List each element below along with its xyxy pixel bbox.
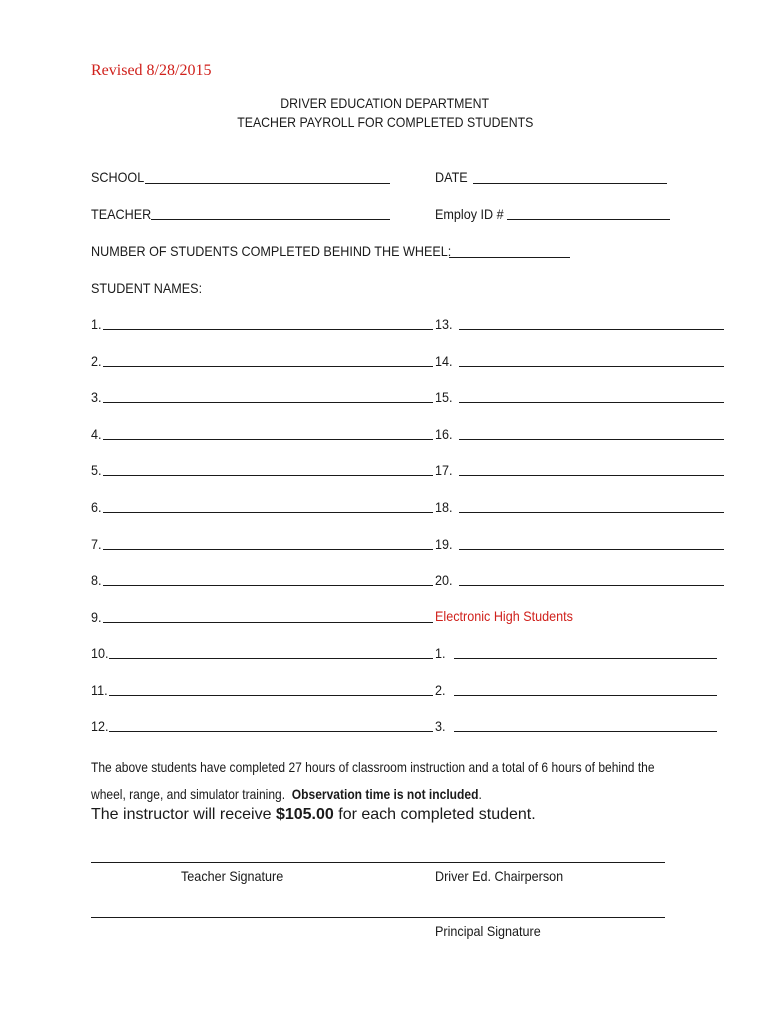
student-number: [91, 536, 103, 552]
department-title: [0, 95, 770, 111]
student-number: [91, 462, 103, 478]
student-number-text: 16.: [435, 426, 453, 442]
principal-signature-label: [435, 923, 553, 939]
student-name-field[interactable]: [109, 695, 433, 696]
student-number: [435, 389, 454, 405]
student-number-text: 11.: [91, 682, 108, 698]
date-label: [435, 169, 471, 185]
student-number-text: 15.: [435, 389, 453, 405]
statement-line-2-pre: wheel, range, and simulator training.: [91, 786, 292, 802]
student-number-text: 2.: [91, 353, 102, 369]
student-name-field[interactable]: [103, 402, 433, 403]
student-number: [91, 426, 103, 442]
statement-line-1-text: The above students have completed 27 hours of classroom instruction and a total of 6 hours of behind the: [91, 759, 655, 775]
student-number: [435, 353, 454, 369]
teacher-chair-signature-line[interactable]: [91, 862, 665, 863]
teacher-label-text: TEACHER: [91, 206, 152, 222]
department-title-text: DRIVER EDUCATION DEPARTMENT: [280, 95, 490, 111]
electronic-student-name-field[interactable]: [454, 658, 717, 659]
electronic-high-heading-text: Electronic High Students: [435, 608, 573, 624]
principal-signature-line[interactable]: [91, 917, 665, 918]
statement-line-2-post: .: [478, 786, 482, 802]
student-number: [435, 462, 454, 478]
electronic-student-name-field[interactable]: [454, 731, 717, 732]
student-number-text: 3.: [91, 389, 102, 405]
num-students-label: [91, 243, 491, 259]
statement-line-2-text: [91, 786, 482, 802]
student-number: [435, 572, 454, 588]
student-number: [91, 389, 103, 405]
student-names-label: [91, 280, 214, 296]
employ-id-label-text: Employ ID #: [435, 206, 504, 222]
student-number-text: 17.: [435, 462, 453, 478]
student-number-text: 8.: [91, 572, 102, 588]
num-students-label-text: NUMBER OF STUDENTS COMPLETED BEHIND THE WHEEL:: [91, 243, 452, 259]
num-students-field[interactable]: [449, 257, 570, 258]
student-number-text: 19.: [435, 536, 453, 552]
school-label: [91, 169, 150, 185]
principal-signature-label-text: Principal Signature: [435, 923, 541, 939]
student-name-field[interactable]: [103, 549, 433, 550]
pay-statement-post: for each completed student.: [333, 806, 536, 823]
student-number-text: 6.: [91, 499, 102, 515]
electronic-high-heading: [435, 608, 588, 624]
student-number-text: 7.: [91, 536, 102, 552]
student-number-text: 14.: [435, 353, 453, 369]
electronic-student-name-field[interactable]: [454, 695, 717, 696]
student-number: [435, 536, 454, 552]
student-number: [91, 353, 103, 369]
date-label-text: DATE: [435, 169, 468, 185]
student-number: [91, 718, 110, 734]
teacher-field[interactable]: [151, 219, 390, 220]
student-number-text: 9.: [91, 609, 102, 625]
pay-statement: [91, 805, 536, 825]
student-number: [435, 499, 454, 515]
student-name-field[interactable]: [103, 329, 433, 330]
teacher-signature-label: [181, 868, 295, 884]
electronic-student-number-text: 1.: [435, 645, 446, 661]
student-name-field[interactable]: [459, 475, 724, 476]
student-name-field[interactable]: [109, 731, 433, 732]
electronic-student-number-text: 2.: [435, 682, 446, 698]
student-number: [91, 572, 103, 588]
student-name-field[interactable]: [459, 585, 724, 586]
student-name-field[interactable]: [459, 512, 724, 513]
student-number-text: 13.: [435, 316, 453, 332]
school-label-text: SCHOOL: [91, 169, 145, 185]
student-number-text: 20.: [435, 572, 453, 588]
observation-note: Observation time is not included: [291, 786, 479, 802]
electronic-student-number: [435, 645, 447, 661]
electronic-student-number: [435, 718, 447, 734]
student-name-field[interactable]: [103, 585, 433, 586]
statement-line-2: [91, 786, 545, 802]
revised-date: Revised 8/28/2015: [91, 62, 212, 79]
student-name-field[interactable]: [459, 439, 724, 440]
student-number-text: 1.: [91, 316, 102, 332]
student-name-field[interactable]: [459, 402, 724, 403]
student-number-text: 18.: [435, 499, 453, 515]
student-name-field[interactable]: [459, 329, 724, 330]
employ-id-field[interactable]: [507, 219, 670, 220]
student-name-field[interactable]: [103, 366, 433, 367]
student-number: [91, 645, 110, 661]
student-number-text: 5.: [91, 462, 102, 478]
chairperson-label-text: Driver Ed. Chairperson: [435, 868, 564, 884]
student-name-field[interactable]: [459, 549, 724, 550]
student-number: [91, 499, 103, 515]
electronic-student-number: [435, 682, 447, 698]
student-number-text: 10.: [91, 645, 109, 661]
student-name-field[interactable]: [103, 512, 433, 513]
school-field[interactable]: [145, 183, 390, 184]
pay-amount: $105.00: [275, 806, 334, 823]
student-number-text: 12.: [91, 718, 109, 734]
student-number: [435, 316, 454, 332]
pay-statement-pre: The instructor will receive: [91, 806, 276, 823]
statement-line-1: [91, 759, 746, 775]
student-number: [435, 426, 454, 442]
teacher-signature-label-text: Teacher Signature: [181, 868, 284, 884]
student-number-text: 4.: [91, 426, 102, 442]
student-number: [91, 316, 103, 332]
payroll-title-text: TEACHER PAYROLL FOR COMPLETED STUDENTS: [236, 114, 534, 130]
student-name-field[interactable]: [103, 439, 433, 440]
student-names-label-text: STUDENT NAMES:: [91, 280, 203, 296]
payroll-title: [0, 114, 770, 130]
date-field[interactable]: [473, 183, 667, 184]
chairperson-label: [435, 868, 577, 884]
teacher-label: [91, 206, 158, 222]
electronic-student-number-text: 3.: [435, 718, 446, 734]
student-name-field[interactable]: [103, 622, 433, 623]
student-name-field[interactable]: [109, 658, 433, 659]
student-name-field[interactable]: [103, 475, 433, 476]
student-number: [91, 682, 109, 698]
student-number: [91, 609, 103, 625]
employ-id-label: [435, 206, 511, 222]
student-name-field[interactable]: [459, 366, 724, 367]
